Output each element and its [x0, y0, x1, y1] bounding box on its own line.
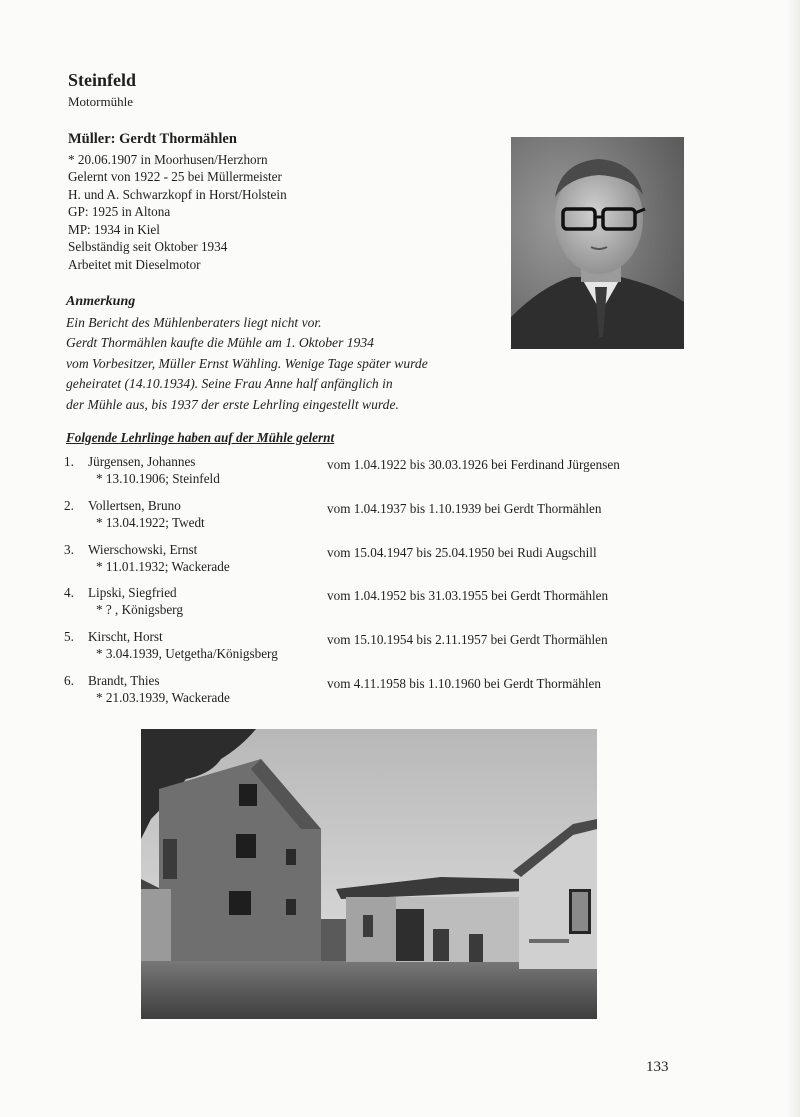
apprentice-row: [64, 672, 684, 708]
apprentice-row: [64, 584, 684, 620]
apprentice-period: vom 15.10.1954 bis 2.11.1957 bei Gerdt Thormählen: [327, 632, 608, 647]
apprentice-name: Wierschowski, Ernst: [88, 542, 198, 557]
apprentice-birth: * ? , Königsberg: [96, 602, 183, 617]
apprentice-birth: * 13.04.1922; Twedt: [96, 515, 205, 530]
apprentice-birth: * 11.01.1932; Wackerade: [96, 559, 230, 574]
bio-line: * 20.06.1907 in Moorhusen/Herzhorn: [68, 151, 268, 167]
apprentice-row: [64, 541, 684, 577]
note-line: Gerdt Thormählen kaufte die Mühle am 1. Oktober 1934: [66, 335, 374, 350]
apprentice-name: Vollertsen, Bruno: [88, 498, 181, 513]
bio-line: MP: 1934 in Kiel: [68, 221, 160, 237]
apprentice-birth: * 13.10.1906; Steinfeld: [96, 471, 220, 486]
miller-bio: [68, 131, 287, 273]
apprentice-number: 6.: [64, 673, 74, 688]
apprentice-number: 5.: [64, 629, 74, 644]
note-line: geheiratet (14.10.1934). Seine Frau Anne half anfänglich in: [66, 376, 393, 391]
bio-line: Gelernt von 1922 - 25 bei Müllermeister: [68, 169, 282, 184]
apprentice-name: Kirscht, Horst: [88, 629, 163, 644]
apprentice-period: vom 4.11.1958 bis 1.10.1960 bei Gerdt Thormählen: [327, 676, 601, 691]
apprentice-period: vom 15.04.1947 bis 25.04.1950 bei Rudi Augschill: [327, 545, 597, 560]
page-subtitle: Motormühle: [68, 94, 133, 109]
apprentice-name: Jürgensen, Johannes: [88, 454, 196, 469]
apprentice-birth: * 3.04.1939, Uetgetha/Königsberg: [96, 646, 278, 661]
bio-line: Selbständig seit Oktober 1934: [68, 239, 228, 254]
page-number: 133: [646, 1059, 669, 1075]
apprentice-period: vom 1.04.1937 bis 1.10.1939 bei Gerdt Thormählen: [327, 501, 602, 516]
apprentice-number: 2.: [64, 498, 74, 513]
page-edge-shadow: [786, 0, 800, 1117]
note-section: [66, 292, 428, 415]
bio-line: GP: 1925 in Altona: [68, 204, 171, 219]
apprentice-number: 4.: [64, 585, 74, 600]
apprentice-name: Lipski, Siegfried: [88, 585, 177, 600]
apprentice-number: 3.: [64, 542, 74, 557]
apprentices-heading: Folgende Lehrlinge haben auf der Mühle gelernt: [66, 430, 335, 445]
note-heading: Anmerkung: [66, 294, 136, 309]
bio-line: H. und A. Schwarzkopf in Horst/Holstein: [68, 186, 287, 202]
apprentice-period: vom 1.04.1922 bis 30.03.1926 bei Ferdinand Jürgensen: [327, 457, 620, 472]
apprentice-number: 1.: [64, 454, 74, 469]
apprentice-row: [64, 453, 684, 489]
apprentice-name: Brandt, Thies: [88, 673, 160, 688]
bio-line: Arbeitet mit Dieselmotor: [68, 256, 201, 272]
note-line: der Mühle aus, bis 1937 der erste Lehrling eingestellt wurde.: [66, 396, 399, 412]
apprentice-period: vom 1.04.1952 bis 31.03.1955 bei Gerdt Thormählen: [327, 588, 609, 603]
note-line: Ein Bericht des Mühlenberaters liegt nicht vor.: [66, 314, 322, 330]
note-line: vom Vorbesitzer, Müller Ernst Wähling. Wenige Tage später wurde: [66, 355, 428, 371]
miller-name: Müller: Gerdt Thormählen: [68, 131, 237, 147]
portrait-photo: [511, 137, 684, 349]
apprentice-row: [64, 497, 684, 533]
mill-building-photo: [141, 729, 597, 1019]
apprentice-birth: * 21.03.1939, Wackerade: [96, 690, 230, 705]
apprentice-row: [64, 628, 684, 664]
page-title: Steinfeld: [68, 70, 137, 90]
